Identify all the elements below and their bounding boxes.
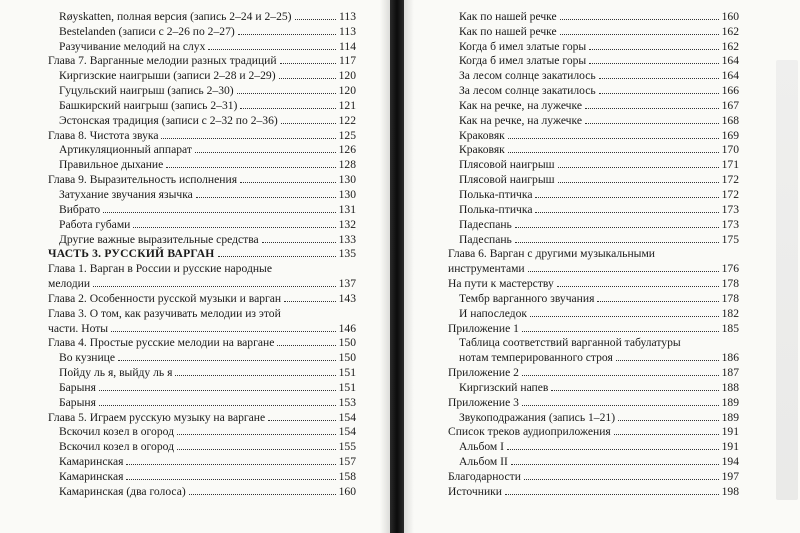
toc-leader-dots xyxy=(558,182,719,183)
toc-leader-dots xyxy=(505,494,719,495)
toc-entry-title: Когда б имел златые горы xyxy=(459,54,587,68)
toc-entry xyxy=(48,112,356,127)
toc-entry-title: Как на речке, на лужечке xyxy=(459,98,582,112)
toc-entry xyxy=(48,468,356,483)
toc-entry xyxy=(448,424,739,439)
toc-page-number: 194 xyxy=(721,455,739,469)
toc-leader-dots xyxy=(614,434,719,435)
toc-entry xyxy=(48,231,356,246)
toc-entry-title: Камаринская (два голоса) xyxy=(59,484,186,498)
toc-page-number: 130 xyxy=(338,187,356,201)
toc-right xyxy=(448,8,739,498)
toc-entry-title: Глава 3. О том, как разучивать мелодии из этой xyxy=(48,306,281,320)
toc-entry xyxy=(448,38,739,53)
toc-leader-dots xyxy=(208,49,336,50)
toc-leader-dots xyxy=(511,464,719,465)
toc-page-number: 131 xyxy=(338,202,356,216)
toc-leader-dots xyxy=(238,34,336,35)
toc-page-number: 121 xyxy=(338,98,356,112)
toc-page-number: 120 xyxy=(338,69,356,83)
toc-page-number: 126 xyxy=(338,143,356,157)
toc-entry-title: Правильное дыхание xyxy=(59,158,164,172)
toc-page-number: 133 xyxy=(338,232,356,246)
toc-leader-dots xyxy=(103,212,335,213)
toc-page-number: 182 xyxy=(721,306,739,320)
toc-leader-dots xyxy=(133,227,335,228)
toc-entry-title: Работа губами xyxy=(59,217,131,231)
toc-leader-dots xyxy=(515,227,719,228)
toc-entry-title: мелодии xyxy=(48,277,91,291)
toc-entry-title: Альбом II xyxy=(459,455,508,469)
toc-leader-dots xyxy=(262,242,336,243)
toc-entry xyxy=(448,216,739,231)
toc-entry-title: Благодарности xyxy=(448,470,521,483)
toc-leader-dots xyxy=(508,152,719,153)
toc-leader-dots xyxy=(218,256,336,257)
toc-leader-dots xyxy=(528,271,719,272)
toc-entry xyxy=(48,335,356,350)
toc-leader-dots xyxy=(99,405,336,406)
toc-entry-title: Гуцульский наигрыш (запись 2–30) xyxy=(59,84,234,98)
toc-page-number: 189 xyxy=(721,410,739,424)
toc-page-number: 168 xyxy=(721,113,739,127)
toc-entry xyxy=(48,82,356,97)
toc-entry xyxy=(448,231,739,246)
toc-page-number: 169 xyxy=(721,128,739,142)
toc-entry xyxy=(448,127,739,142)
toc-leader-dots xyxy=(535,197,718,198)
toc-entry-title: нотам темперированного строя xyxy=(459,351,613,365)
toc-page-number: 143 xyxy=(338,291,356,305)
toc-entry xyxy=(448,8,739,23)
toc-leader-dots xyxy=(240,182,336,183)
toc-entry-title: Глава 8. Чистота звука xyxy=(48,128,159,142)
toc-page-number: 170 xyxy=(721,143,739,157)
toc-page-number: 130 xyxy=(338,173,356,187)
toc-entry-title: инструментами xyxy=(448,262,525,276)
toc-leader-dots xyxy=(196,197,336,198)
toc-page-number: 132 xyxy=(338,217,356,231)
toc-page-number: 175 xyxy=(721,232,739,246)
toc-page-number: 158 xyxy=(338,470,356,483)
toc-entry-title: Киргизские наигрыши (записи 2–28 и 2–29) xyxy=(59,69,276,83)
toc-entry xyxy=(48,275,356,290)
toc-entry-title: Пойду ль я, выйду ль я xyxy=(59,366,173,380)
toc-entry-title: За лесом солнце закатилось xyxy=(459,84,596,98)
toc-leader-dots xyxy=(177,449,336,450)
toc-entry-title: Камаринская xyxy=(59,470,124,483)
toc-leader-dots xyxy=(284,301,335,302)
toc-entry-title: Барыня xyxy=(59,395,96,409)
toc-leader-dots xyxy=(126,479,335,480)
toc-page-number: 146 xyxy=(338,321,356,335)
toc-leader-dots xyxy=(558,167,719,168)
toc-leader-dots xyxy=(118,360,336,361)
toc-entry xyxy=(448,82,739,97)
toc-leader-dots xyxy=(177,434,336,435)
toc-entry-title: Барыня xyxy=(59,380,96,394)
toc-entry xyxy=(48,246,356,261)
toc-page-number: 189 xyxy=(721,395,739,409)
toc-entry-title: Артикуляционный аппарат xyxy=(59,143,192,157)
toc-entry-title: Альбом I xyxy=(459,440,505,454)
toc-leader-dots xyxy=(507,449,719,450)
toc-entry xyxy=(448,201,739,216)
toc-entry xyxy=(448,112,739,127)
toc-leader-dots xyxy=(599,93,719,94)
toc-entry-title: Краковяк xyxy=(459,143,505,157)
toc-entry-title: Камаринская xyxy=(59,455,124,469)
toc-page-number: 188 xyxy=(721,380,739,394)
toc-leader-dots xyxy=(557,286,719,287)
toc-entry-title: Список треков аудиоприложения xyxy=(448,425,611,439)
toc-entry-title: Во кузнице xyxy=(59,351,116,365)
toc-entry xyxy=(48,186,356,201)
toc-leader-dots xyxy=(535,212,718,213)
toc-entry xyxy=(448,53,739,68)
toc-entry xyxy=(448,349,739,364)
toc-entry xyxy=(48,483,356,498)
toc-leader-dots xyxy=(560,34,719,35)
toc-entry xyxy=(48,67,356,82)
toc-entry xyxy=(48,38,356,53)
toc-entry xyxy=(448,394,739,409)
toc-page-number: 151 xyxy=(338,366,356,380)
toc-entry-title: Звукоподражания (запись 1–21) xyxy=(459,410,616,424)
toc-leader-dots xyxy=(585,108,719,109)
toc-leader-dots xyxy=(111,331,336,332)
watermark-strip xyxy=(776,60,798,500)
toc-entry xyxy=(448,171,739,186)
toc-entry-title: На пути к мастерству xyxy=(448,277,554,291)
toc-page-number: 198 xyxy=(721,484,739,498)
toc-leader-dots xyxy=(279,78,336,79)
toc-leader-dots xyxy=(589,49,718,50)
toc-entry xyxy=(448,246,739,261)
toc-page-number: 153 xyxy=(338,395,356,409)
toc-entry xyxy=(448,156,739,171)
toc-entry xyxy=(448,275,739,290)
toc-entry xyxy=(448,379,739,394)
toc-page-number: 160 xyxy=(721,9,739,23)
toc-entry-title: Как по нашей речке xyxy=(459,9,557,23)
toc-page-number: 113 xyxy=(339,24,356,38)
toc-page-number: 154 xyxy=(338,410,356,424)
toc-leader-dots xyxy=(280,63,336,64)
toc-entry xyxy=(448,186,739,201)
toc-page-number: 172 xyxy=(721,187,739,201)
toc-entry xyxy=(48,156,356,171)
toc-leader-dots xyxy=(126,464,335,465)
toc-leader-dots xyxy=(161,138,335,139)
toc-page-number: 155 xyxy=(338,440,356,454)
toc-page-number: 173 xyxy=(721,202,739,216)
toc-entry-title: Башкирский наигрыш (запись 2–31) xyxy=(59,98,238,112)
toc-leader-dots xyxy=(195,152,336,153)
toc-entry-title: Разучивание мелодий на слух xyxy=(59,39,206,53)
toc-leader-dots xyxy=(237,93,336,94)
toc-entry xyxy=(448,260,739,275)
toc-page-number: 160 xyxy=(338,484,356,498)
toc-entry xyxy=(448,67,739,82)
toc-entry-title: Вскочил козел в огород xyxy=(59,425,174,439)
toc-leader-dots xyxy=(175,375,335,376)
toc-leader-dots xyxy=(560,19,719,20)
toc-page-number: 154 xyxy=(338,425,356,439)
toc-leader-dots xyxy=(599,78,719,79)
toc-page-number: 176 xyxy=(721,262,739,276)
toc-leader-dots xyxy=(268,420,335,421)
toc-page-number: 167 xyxy=(721,98,739,112)
toc-entry-title: Полька-птичка xyxy=(459,202,533,216)
toc-entry-title: части. Ноты xyxy=(48,321,109,335)
toc-entry-title: Затухание звучания язычка xyxy=(59,187,193,201)
toc-page-number: 125 xyxy=(338,128,356,142)
toc-page-number: 186 xyxy=(721,351,739,365)
toc-entry-title: Плясовой наигрыш xyxy=(459,158,555,172)
toc-page-number: 137 xyxy=(338,277,356,291)
toc-page-number: 151 xyxy=(338,380,356,394)
toc-entry xyxy=(448,305,739,320)
toc-page-number: 122 xyxy=(338,113,356,127)
toc-entry-title: Когда б имел златые горы xyxy=(459,39,587,53)
toc-leader-dots xyxy=(240,108,335,109)
toc-page-number: 178 xyxy=(721,277,739,291)
toc-entry-title: Приложение 3 xyxy=(448,395,519,409)
toc-page-number: 150 xyxy=(338,351,356,365)
toc-entry xyxy=(48,379,356,394)
toc-page-number: 135 xyxy=(338,247,356,261)
toc-entry-title: Киргизский напев xyxy=(459,380,549,394)
toc-entry-title: Как по нашей речке xyxy=(459,24,557,38)
toc-entry-title: Глава 4. Простые русские мелодии на варгане xyxy=(48,336,275,350)
book-gutter xyxy=(390,0,404,533)
toc-entry xyxy=(48,349,356,364)
toc-entry-title: Плясовой наигрыш xyxy=(459,173,555,187)
toc-entry-title: Вскочил козел в огород xyxy=(59,440,174,454)
toc-leader-dots xyxy=(281,123,336,124)
toc-entry xyxy=(48,8,356,23)
toc-entry xyxy=(48,201,356,216)
toc-entry xyxy=(48,320,356,335)
toc-leader-dots xyxy=(551,390,718,391)
toc-entry-title: Источники xyxy=(448,484,503,498)
toc-entry xyxy=(448,409,739,424)
toc-entry xyxy=(448,483,739,498)
toc-entry xyxy=(48,438,356,453)
toc-page-number: 171 xyxy=(721,158,739,172)
toc-page-number: 187 xyxy=(721,366,739,380)
toc-entry xyxy=(448,320,739,335)
toc-entry xyxy=(48,216,356,231)
toc-entry-title: Тембр варганного звучания xyxy=(459,291,595,305)
toc-page-number: 128 xyxy=(338,158,356,172)
toc-page-number: 191 xyxy=(721,440,739,454)
toc-page-number: 173 xyxy=(721,217,739,231)
toc-page-number: 197 xyxy=(721,470,739,483)
toc-entry-title: Глава 1. Варган в России и русские народные xyxy=(48,262,272,276)
toc-leader-dots xyxy=(295,19,337,20)
toc-entry xyxy=(48,453,356,468)
right-page xyxy=(404,0,800,533)
toc-entry-title: Падеспань xyxy=(459,217,512,231)
toc-page-number: 162 xyxy=(721,39,739,53)
toc-entry xyxy=(48,290,356,305)
toc-leader-dots xyxy=(522,405,719,406)
toc-entry-title: Падеспань xyxy=(459,232,512,246)
toc-leader-dots xyxy=(616,360,719,361)
toc-page-number: 157 xyxy=(338,455,356,469)
toc-leader-dots xyxy=(522,331,719,332)
toc-leader-dots xyxy=(530,316,719,317)
page-shadow xyxy=(380,0,390,533)
toc-entry xyxy=(48,364,356,379)
toc-entry-title: Глава 6. Варган с другими музыкальными xyxy=(448,247,655,261)
toc-entry-title: Приложение 1 xyxy=(448,321,519,335)
toc-leader-dots xyxy=(585,123,719,124)
toc-entry-title: Полька-птичка xyxy=(459,187,533,201)
toc-page-number: 172 xyxy=(721,173,739,187)
toc-entry-title: Глава 9. Выразительность исполнения xyxy=(48,173,238,187)
toc-page-number: 164 xyxy=(721,54,739,68)
toc-entry-title: Как на речке, на лужечке xyxy=(459,113,582,127)
toc-entry-title: Вибрато xyxy=(59,202,101,216)
toc-entry-title: Другие важные выразительные средства xyxy=(59,232,259,246)
toc-page-number: 150 xyxy=(338,336,356,350)
toc-entry xyxy=(48,305,356,320)
toc-page-number: 162 xyxy=(721,24,739,38)
toc-leader-dots xyxy=(618,420,719,421)
toc-entry-title: И напоследок xyxy=(459,306,528,320)
left-page xyxy=(0,0,390,533)
toc-entry xyxy=(48,53,356,68)
toc-leader-dots xyxy=(597,301,718,302)
toc-page-number: 191 xyxy=(721,425,739,439)
toc-leader-dots xyxy=(93,286,336,287)
toc-entry xyxy=(48,409,356,424)
toc-entry xyxy=(448,438,739,453)
toc-page-number: 117 xyxy=(339,54,356,68)
toc-page-number: 120 xyxy=(338,84,356,98)
toc-leader-dots xyxy=(189,494,336,495)
toc-page-number: 185 xyxy=(721,321,739,335)
toc-entry xyxy=(448,335,739,350)
toc-page-number: 178 xyxy=(721,291,739,305)
toc-entry xyxy=(48,260,356,275)
toc-page-number: 113 xyxy=(339,9,356,23)
toc-leader-dots xyxy=(524,479,719,480)
toc-entry xyxy=(448,290,739,305)
toc-entry-title: Таблица соответствий варганной табулатуры xyxy=(459,336,681,350)
toc-left xyxy=(48,8,356,498)
toc-entry xyxy=(48,424,356,439)
toc-entry xyxy=(448,23,739,38)
toc-page-number: 114 xyxy=(339,39,356,53)
toc-entry-title: Глава 7. Варганные мелодии разных традиций xyxy=(48,54,277,68)
toc-entry xyxy=(448,142,739,157)
toc-entry xyxy=(48,23,356,38)
toc-entry-title: Bestelanden (записи с 2–26 по 2–27) xyxy=(59,24,235,38)
toc-leader-dots xyxy=(589,63,718,64)
toc-entry-title: Приложение 2 xyxy=(448,366,519,380)
toc-entry-title: Глава 5. Играем русскую музыку на варгане xyxy=(48,410,266,424)
toc-entry xyxy=(48,97,356,112)
toc-leader-dots xyxy=(277,345,335,346)
toc-entry xyxy=(448,468,739,483)
toc-leader-dots xyxy=(522,375,719,376)
toc-entry xyxy=(48,127,356,142)
toc-entry-title: Краковяк xyxy=(459,128,505,142)
toc-entry xyxy=(448,453,739,468)
toc-entry-title: Глава 2. Особенности русской музыки и варган xyxy=(48,291,282,305)
toc-entry-title: Røyskatten, полная версия (запись 2–24 и 2–25) xyxy=(59,9,292,23)
toc-entry xyxy=(48,171,356,186)
toc-leader-dots xyxy=(508,138,719,139)
toc-page-number: 164 xyxy=(721,69,739,83)
toc-page-number: 166 xyxy=(721,84,739,98)
toc-entry-title: За лесом солнце закатилось xyxy=(459,69,596,83)
toc-entry xyxy=(48,142,356,157)
page-shadow xyxy=(404,0,414,533)
toc-entry-title: Эстонская традиция (записи с 2–32 по 2–36) xyxy=(59,113,278,127)
toc-entry-title: ЧАСТЬ 3. РУССКИЙ ВАРГАН xyxy=(48,247,215,261)
toc-leader-dots xyxy=(515,242,719,243)
toc-entry xyxy=(448,364,739,379)
toc-leader-dots xyxy=(166,167,335,168)
toc-entry xyxy=(448,97,739,112)
toc-entry xyxy=(48,394,356,409)
toc-leader-dots xyxy=(99,390,336,391)
